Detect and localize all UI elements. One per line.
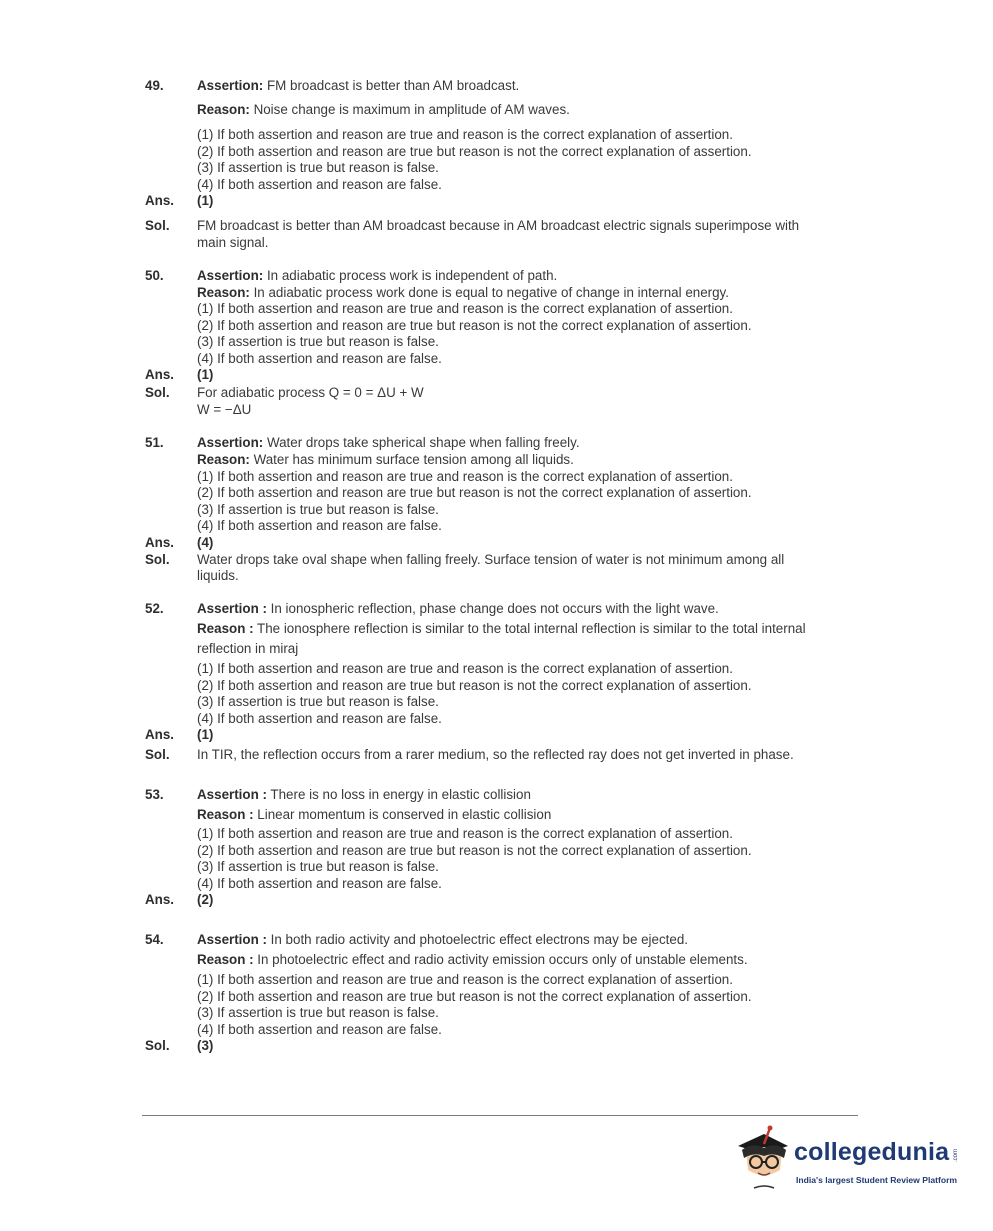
option-3: (3) If assertion is true but reason is false. [197, 160, 439, 175]
brand-tagline: India's largest Student Review Platform [796, 1175, 958, 1185]
reason-label: Reason : [197, 621, 254, 636]
option-2: (2) If both assertion and reason are true but reason is not the correct explanation of assertion. [197, 678, 752, 693]
solution-line: main signal. [197, 235, 269, 250]
reason-text: The ionosphere reflection is similar to the total internal reflection is similar to the total internal [253, 621, 806, 636]
footer-divider [142, 1115, 858, 1116]
question-number: 52. [145, 601, 164, 616]
solution-label: Sol. [145, 552, 170, 567]
option-3: (3) If assertion is true but reason is false. [197, 334, 439, 349]
option-4: (4) If both assertion and reason are false. [197, 1022, 442, 1037]
assertion-text: In adiabatic process work is independent of path. [263, 268, 558, 283]
option-4: (4) If both assertion and reason are false. [197, 711, 442, 726]
assertion-label: Assertion : [197, 601, 267, 616]
option-4: (4) If both assertion and reason are false. [197, 177, 442, 192]
solution-label: Sol. [145, 747, 170, 762]
reason-text-continued: reflection in miraj [197, 641, 299, 656]
assertion-label: Assertion: [197, 268, 264, 283]
option-1: (1) If both assertion and reason are true and reason is the correct explanation of assertion. [197, 469, 733, 484]
option-4: (4) If both assertion and reason are false. [197, 876, 442, 891]
mascot-icon [734, 1124, 792, 1194]
option-1: (1) If both assertion and reason are true and reason is the correct explanation of assertion. [197, 972, 733, 987]
solution-line: FM broadcast is better than AM broadcast because in AM broadcast electric signals superimpose with [197, 218, 800, 233]
solution-value: (3) [197, 1038, 214, 1053]
solution-line: In TIR, the reflection occurs from a rarer medium, so the reflected ray does not get inverted in phase. [197, 747, 794, 762]
solution-label: Sol. [145, 385, 170, 400]
answer-label: Ans. [145, 727, 175, 742]
brand-suffix: .com [953, 1149, 959, 1163]
reason-text: In photoelectric effect and radio activity emission occurs only of unstable elements. [253, 952, 748, 967]
reason-label: Reason: [197, 285, 250, 300]
reason-text: Water has minimum surface tension among all liquids. [249, 452, 574, 467]
assertion-label: Assertion : [197, 787, 267, 802]
answer-value: (1) [197, 367, 214, 382]
reason-label: Reason: [197, 102, 250, 117]
option-2: (2) If both assertion and reason are true but reason is not the correct explanation of assertion. [197, 989, 752, 1004]
assertion-text: In both radio activity and photoelectric effect electrons may be ejected. [266, 932, 689, 947]
option-2: (2) If both assertion and reason are true but reason is not the correct explanation of assertion. [197, 318, 752, 333]
answer-value: (4) [197, 535, 214, 550]
answer-label: Ans. [145, 535, 175, 550]
assertion-label: Assertion: [197, 435, 264, 450]
option-3: (3) If assertion is true but reason is false. [197, 694, 439, 709]
reason-label: Reason : [197, 952, 254, 967]
option-2: (2) If both assertion and reason are true but reason is not the correct explanation of assertion. [197, 144, 752, 159]
question-number: 49. [145, 78, 164, 93]
question-number: 50. [145, 268, 164, 283]
answer-value: (2) [197, 892, 214, 907]
reason-text: Noise change is maximum in amplitude of AM waves. [249, 102, 570, 117]
option-3: (3) If assertion is true but reason is false. [197, 1005, 439, 1020]
solution-line: liquids. [197, 568, 239, 583]
reason-text: In adiabatic process work done is equal to negative of change in internal energy. [249, 285, 729, 300]
answer-value: (1) [197, 193, 214, 208]
reason-label: Reason: [197, 452, 250, 467]
assertion-text: There is no loss in energy in elastic collision [266, 787, 531, 802]
option-4: (4) If both assertion and reason are false. [197, 351, 442, 366]
reason-text: Linear momentum is conserved in elastic collision [253, 807, 552, 822]
answer-value: (1) [197, 727, 214, 742]
solution-label: Sol. [145, 1038, 170, 1053]
answer-label: Ans. [145, 193, 175, 208]
option-4: (4) If both assertion and reason are false. [197, 518, 442, 533]
option-3: (3) If assertion is true but reason is false. [197, 502, 439, 517]
brand-name: collegedunia [794, 1138, 950, 1166]
option-2: (2) If both assertion and reason are true but reason is not the correct explanation of assertion. [197, 485, 752, 500]
option-3: (3) If assertion is true but reason is false. [197, 859, 439, 874]
question-number: 53. [145, 787, 164, 802]
assertion-text: FM broadcast is better than AM broadcast. [263, 78, 520, 93]
option-1: (1) If both assertion and reason are true and reason is the correct explanation of assertion. [197, 301, 733, 316]
question-number: 51. [145, 435, 164, 450]
option-1: (1) If both assertion and reason are true and reason is the correct explanation of assertion. [197, 127, 733, 142]
question-number: 54. [145, 932, 164, 947]
assertion-text: In ionospheric reflection, phase change does not occurs with the light wave. [266, 601, 719, 616]
assertion-label: Assertion: [197, 78, 264, 93]
option-1: (1) If both assertion and reason are true and reason is the correct explanation of assertion. [197, 661, 733, 676]
answer-label: Ans. [145, 892, 175, 907]
collegedunia-logo [734, 1124, 964, 1196]
solution-line: For adiabatic process Q = 0 = ΔU + W [197, 385, 424, 400]
solution-line: Water drops take oval shape when falling freely. Surface tension of water is not minimum among all [197, 552, 785, 567]
assertion-text: Water drops take spherical shape when falling freely. [263, 435, 580, 450]
option-2: (2) If both assertion and reason are true but reason is not the correct explanation of assertion. [197, 843, 752, 858]
answer-label: Ans. [145, 367, 175, 382]
solution-label: Sol. [145, 218, 170, 233]
reason-label: Reason : [197, 807, 254, 822]
solution-line: W = −ΔU [197, 402, 252, 417]
assertion-label: Assertion : [197, 932, 267, 947]
option-1: (1) If both assertion and reason are true and reason is the correct explanation of assertion. [197, 826, 733, 841]
